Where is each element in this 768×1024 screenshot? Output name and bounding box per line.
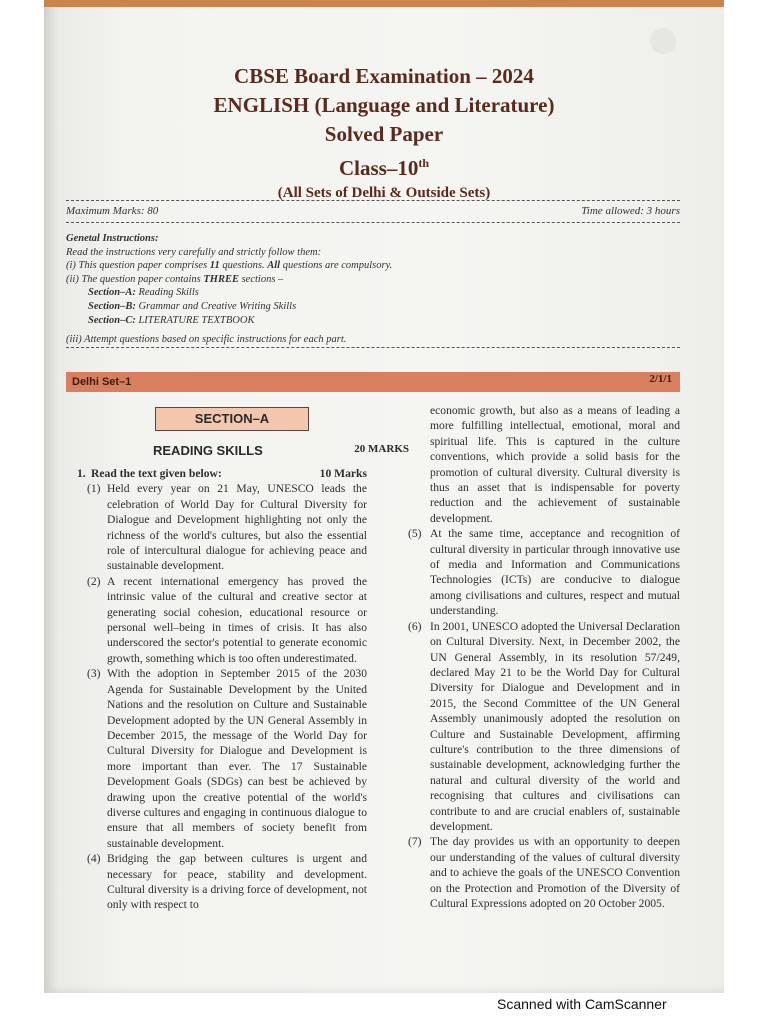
section-list-item: Section–B: Grammar and Creative Writing Skills bbox=[88, 300, 297, 312]
subject-title: ENGLISH (Language and Literature) bbox=[213, 93, 555, 117]
section-a-heading: SECTION–A bbox=[155, 407, 309, 431]
instruction-ii: (ii) The question paper contains THREE sections – bbox=[66, 273, 284, 285]
section-list-item: Section–C: LITERATURE TEXTBOOK bbox=[88, 314, 255, 326]
passage-paragraph: (1) Held every year on 21 May, UNESCO leads the celebration of World Day for Cultural Diversity for Dialogue and Development highlighting not only the richness of the world's cultures, but also the essential role of intercultural dialogue for achieving peace and sustainable development. bbox=[87, 482, 367, 573]
instructions-intro: Read the instructions very carefully and strictly follow them: bbox=[66, 246, 322, 258]
passage-paragraph: (7) The day provides us with an opportunity to deepen our understanding of the values of cultural diversity and to achieve the goals of the UNESCO Convention on the Protection and Promotion of the Diversity of Cultural Expressions adopted on 20 October 2005. bbox=[408, 835, 680, 910]
question-marks: 10 Marks bbox=[319, 467, 367, 480]
set-bar bbox=[66, 372, 680, 392]
reading-skills-heading: READING SKILLS 20 MARKS bbox=[153, 443, 409, 458]
exam-title: CBSE Board Examination – 2024 bbox=[234, 64, 534, 88]
paper-type: Solved Paper bbox=[324, 122, 444, 146]
set-name: Delhi Set–1 bbox=[72, 376, 132, 388]
sets-subtitle: (All Sets of Delhi & Outside Sets) bbox=[277, 185, 491, 201]
passage-paragraph: (3) With the adoption in September 2015 of the 2030 Agenda for Sustainable Development by the United Nations and the resolution on Culture and Sustainable Development adopted by the UN General Assembly in December 2015, the message of the World Day for Cultural Diversity for Dialogue and Development is more important than ever. The 17 Sustainable Development Goals (SDGs) can best be achieved by drawing upon the creative potential of the world's diverse cultures and engaging in continuous dialogue to ensure that all members of society benefit from sustainable development. bbox=[87, 667, 367, 850]
instruction-i: (i) This question paper comprises 11 questions. All questions are compulsory. bbox=[66, 260, 393, 272]
passage-continuation: economic growth, but also as a means of leading a more fulfilling intellectual, emotional, moral and spiritual life. This is captured in the culture conventions, which provide a solid basis for the promotion of cultural diversity. Cultural diversity is thus an asset that is indispensable for poverty reduction and the achievement of sustainable development. bbox=[430, 404, 680, 525]
marks-row bbox=[66, 205, 680, 217]
dashed-divider bbox=[66, 347, 680, 348]
question-heading: 1. Read the text given below: 10 Marks bbox=[77, 467, 367, 480]
left-column bbox=[77, 466, 367, 913]
set-code: 2/1/1 bbox=[649, 373, 672, 385]
instruction-iii: (iii) Attempt questions based on specific instructions for each part. bbox=[66, 334, 347, 346]
top-band bbox=[44, 0, 724, 7]
dashed-divider bbox=[66, 222, 680, 223]
right-column bbox=[404, 403, 680, 911]
section-marks: 20 MARKS bbox=[354, 443, 409, 455]
dashed-divider bbox=[66, 200, 680, 201]
section-list-item: Section–A: Reading Skills bbox=[88, 287, 199, 299]
passage-paragraph: (6) In 2001, UNESCO adopted the Universal Declaration on Cultural Diversity. Next, in December 2002, the UN General Assembly, in its resolution 57/249, declared May 21 to be the World Day for Cultural Diversity for Dialogue and Development and in 2015, the Second Committee of the UN General Assembly unanimously adopted the resolution on Culture and Sustainable Development, affirming culture's contribution to the three dimensions of sustainable development, acknowledging further the natural and cultural diversity of the world and recognising that cultures and civilisations can contribute to and are crucial enablers of, sustainable development. bbox=[408, 619, 680, 833]
page-mark bbox=[650, 28, 676, 54]
maximum-marks: Maximum Marks: 80 bbox=[66, 205, 159, 217]
passage-paragraph: (2) A recent international emergency has proved the intrinsic value of the cultural and creative sector at generating social cohesion, educational resource or personal well–being in times of crisis. It has also underscored the sector's potential to generate economic growth, something which is too often underestimated. bbox=[87, 574, 367, 665]
general-instructions bbox=[66, 232, 686, 347]
instructions-title: Genetal Instructions: bbox=[66, 233, 159, 244]
paper-header bbox=[44, 62, 724, 203]
document-page bbox=[44, 0, 724, 993]
class-title: Class–10th bbox=[338, 156, 430, 180]
passage-paragraph: (5) At the same time, acceptance and recognition of cultural diversity in particular through innovative use of media and Information and Communications Technologies (ICTs) are conducive to dialogue among civilisations and cultures, respect and mutual understanding. bbox=[408, 527, 680, 618]
time-allowed: Time allowed: 3 hours bbox=[581, 205, 680, 217]
scanner-watermark: Scanned with CamScanner bbox=[497, 996, 667, 1012]
passage-paragraph: (4) Bridging the gap between cultures is urgent and necessary for peace, stability and development. Cultural diversity is a driving force of development, not only with respect to bbox=[87, 852, 367, 912]
